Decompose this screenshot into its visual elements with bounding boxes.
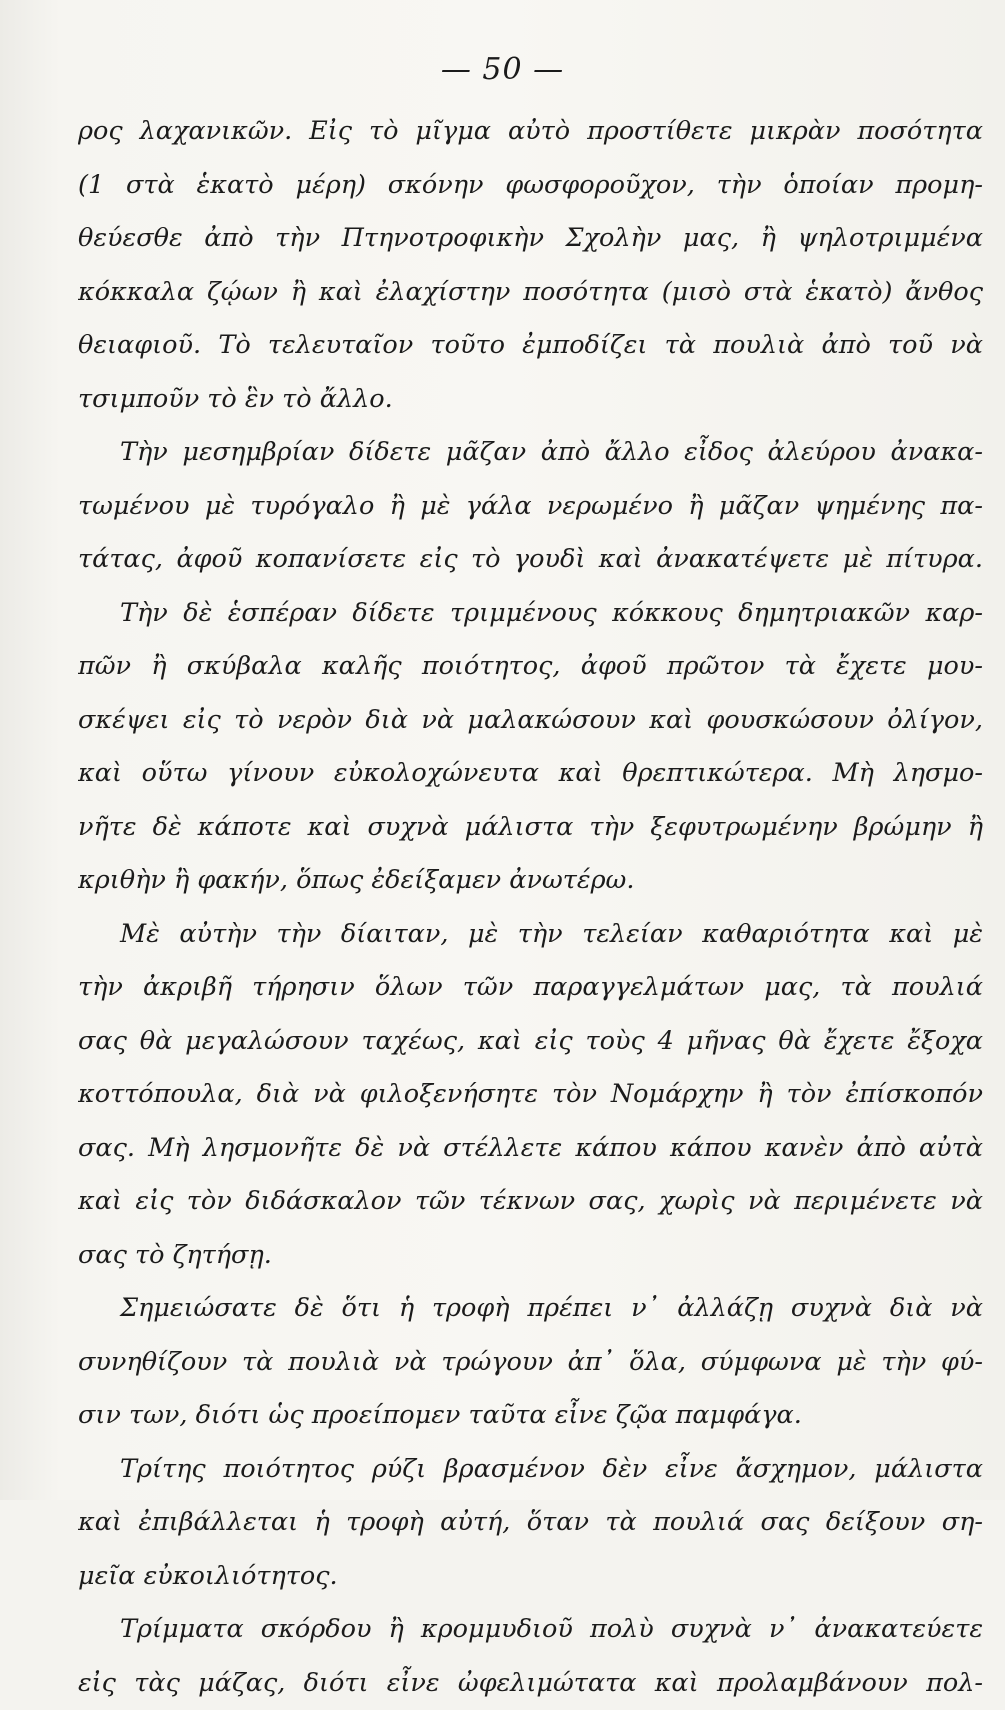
text-line: καὶ οὕτω γίνουν εὐκολοχώνευτα καὶ θρεπτικώτερα. Μὴ λησμο- xyxy=(78,747,983,801)
text-line: συνηθίζουν τὰ πουλιὰ νὰ τρώγουν ἀπ᾽ ὅλα, σύμφωνα μὲ τὴν φύ- xyxy=(78,1336,983,1390)
text-line: κόκκαλα ζῴων ἢ καὶ ἐλαχίστην ποσότητα (μισὸ στὰ ἑκατὸ) ἄνθος xyxy=(78,266,983,320)
text-line: κοττόπουλα, διὰ νὰ φιλοξενήσητε τὸν Νομάρχην ἢ τὸν ἐπίσκοπόν xyxy=(78,1068,983,1122)
text-line: Τρίτης ποιότητος ρύζι βρασμένον δὲν εἶνε ἄσχημον, μάλιστα xyxy=(78,1443,983,1497)
text-line: τσιμποῦν τὸ ἓν τὸ ἄλλο. xyxy=(78,373,983,427)
text-line: καὶ εἰς τὸν διδάσκαλον τῶν τέκνων σας, χωρὶς νὰ περιμένετε νὰ xyxy=(78,1175,983,1229)
text-line: μεῖα εὐκοιλιότητος. xyxy=(78,1550,983,1604)
text-line: νῆτε δὲ κάποτε καὶ συχνὰ μάλιστα τὴν ξεφυτρωμένην βρώμην ἢ xyxy=(78,801,983,855)
text-line: σας τὸ ζητήσῃ. xyxy=(78,1229,983,1283)
text-line: Τὴν μεσημβρίαν δίδετε μᾶζαν ἀπὸ ἄλλο εἶδος ἀλεύρου ἀνακα- xyxy=(78,426,983,480)
text-line: εἰς τὰς μάζας, διότι εἶνε ὠφελιμώτατα καὶ προλαμβάνουν πολ- xyxy=(78,1657,983,1710)
page-number: — 50 — xyxy=(0,52,1005,87)
text-line: σκέψει εἰς τὸ νερὸν διὰ νὰ μαλακώσουν καὶ φουσκώσουν ὀλίγον, xyxy=(78,694,983,748)
text-line: Μὲ αὐτὴν τὴν δίαιταν, μὲ τὴν τελείαν καθαριότητα καὶ μὲ xyxy=(78,908,983,962)
text-line: Τρίμματα σκόρδου ἢ κρομμυδιοῦ πολὺ συχνὰ ν᾽ ἀνακατεύετε xyxy=(78,1603,983,1657)
text-line: κριθὴν ἢ φακήν, ὅπως ἐδείξαμεν ἀνωτέρω. xyxy=(78,854,983,908)
text-line: σιν των, διότι ὡς προείπομεν ταῦτα εἶνε ζῷα παμφάγα. xyxy=(78,1389,983,1443)
text-line: τὴν ἀκριβῆ τήρησιν ὅλων τῶν παραγγελμάτων μας, τὰ πουλιά xyxy=(78,961,983,1015)
text-line: καὶ ἐπιβάλλεται ἡ τροφὴ αὐτή, ὅταν τὰ πουλιά σας δείξουν ση- xyxy=(78,1496,983,1550)
text-line: σας θὰ μεγαλώσουν ταχέως, καὶ εἰς τοὺς 4 μῆνας θὰ ἔχετε ἔξοχα xyxy=(78,1015,983,1069)
text-line: θεύεσθε ἀπὸ τὴν Πτηνοτροφικὴν Σχολὴν μας, ἢ ψηλοτριμμένα xyxy=(78,212,983,266)
text-line: πῶν ἢ σκύβαλα καλῆς ποιότητος, ἀφοῦ πρῶτον τὰ ἔχετε μου- xyxy=(78,640,983,694)
body-text xyxy=(78,105,983,1710)
text-line: τάτας, ἀφοῦ κοπανίσετε εἰς τὸ γουδὶ καὶ ἀνακατέψετε μὲ πίτυρα. xyxy=(78,533,983,587)
text-line: τωμένου μὲ τυρόγαλο ἢ μὲ γάλα νερωμένο ἢ μᾶζαν ψημένης πα- xyxy=(78,480,983,534)
text-line: Τὴν δὲ ἑσπέραν δίδετε τριμμένους κόκκους δημητριακῶν καρ- xyxy=(78,587,983,641)
text-line: Σημειώσατε δὲ ὅτι ἡ τροφὴ πρέπει ν᾽ ἀλλάζῃ συχνὰ διὰ νὰ xyxy=(78,1282,983,1336)
text-line: ρος λαχανικῶν. Εἰς τὸ μῖγμα αὐτὸ προστίθετε μικρὰν ποσότητα xyxy=(78,105,983,159)
text-line: (1 στὰ ἑκατὸ μέρη) σκόνην φωσφοροῦχον, τὴν ὁποίαν προμη- xyxy=(78,159,983,213)
text-line: σας. Μὴ λησμονῆτε δὲ νὰ στέλλετε κάπου κάπου κανὲν ἀπὸ αὐτὰ xyxy=(78,1122,983,1176)
text-line: θειαφιοῦ. Τὸ τελευταῖον τοῦτο ἐμποδίζει τὰ πουλιὰ ἀπὸ τοῦ νὰ xyxy=(78,319,983,373)
